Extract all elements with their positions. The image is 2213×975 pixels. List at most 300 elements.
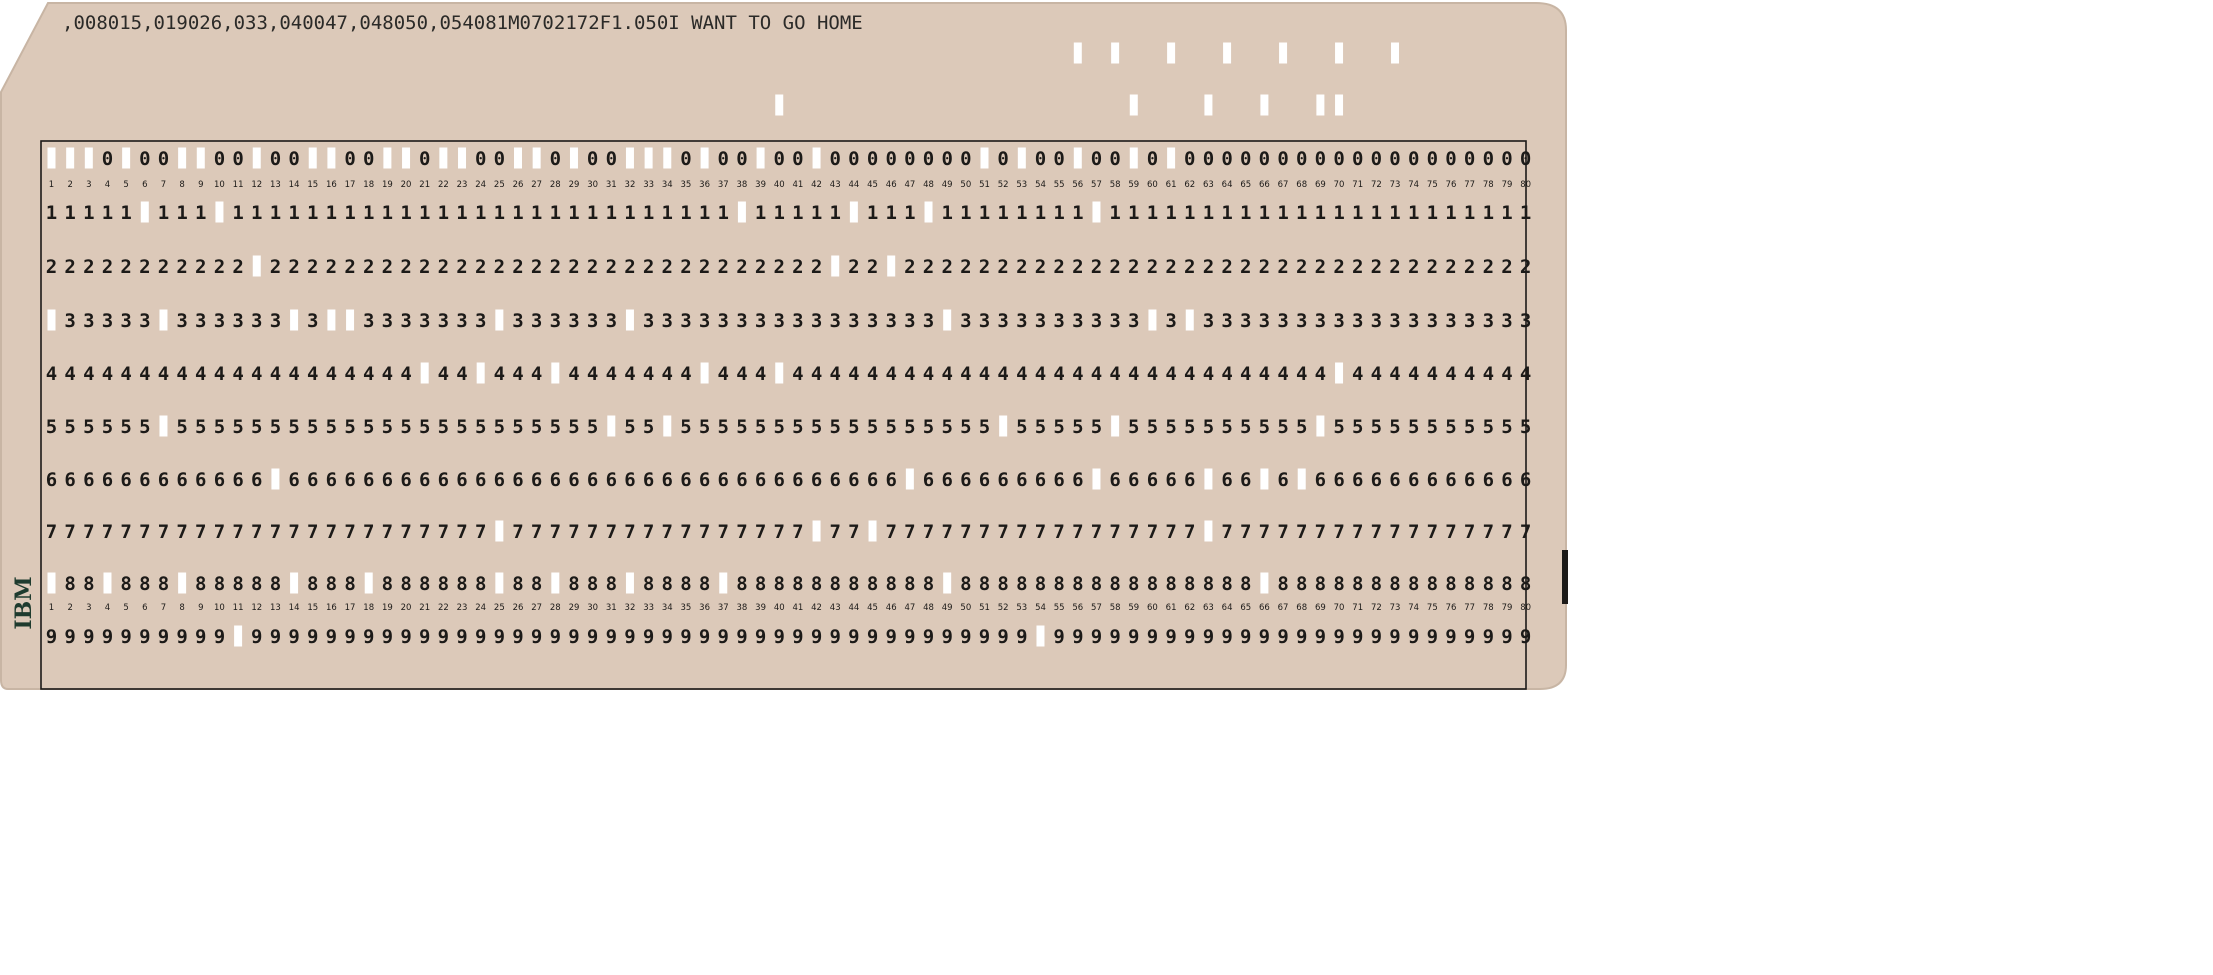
digit-3-col-71: 3 <box>1351 310 1364 332</box>
column-number-lower-17: 17 <box>344 603 356 613</box>
digit-1-col-13: 1 <box>269 202 282 224</box>
column-number-lower-33: 33 <box>643 603 655 613</box>
digit-2-col-79: 2 <box>1501 256 1513 278</box>
digit-8-col-71: 8 <box>1351 573 1364 595</box>
digit-7-col-5: 7 <box>120 521 132 543</box>
digit-4-col-49: 4 <box>941 363 953 385</box>
digit-7-col-67: 7 <box>1277 521 1289 543</box>
column-number-upper-16: 16 <box>325 180 337 190</box>
column-number-upper-27: 27 <box>531 180 543 190</box>
digit-3-col-26: 3 <box>512 310 524 332</box>
digit-0-col-14: 0 <box>288 148 300 170</box>
digit-2-col-26: 2 <box>512 256 524 278</box>
digit-6-col-32: 6 <box>624 469 636 491</box>
digit-1-col-32: 1 <box>624 202 636 224</box>
digit-9-col-27: 9 <box>530 626 543 648</box>
digit-6-col-48: 6 <box>922 469 935 491</box>
digit-2-col-32: 2 <box>624 256 636 278</box>
digit-7-col-14: 7 <box>288 521 300 543</box>
digit-1-col-16: 1 <box>325 202 338 224</box>
punch-hole-row0-col-12 <box>253 148 261 169</box>
digit-8-col-12: 8 <box>251 573 263 595</box>
digit-2-col-15: 2 <box>307 256 319 278</box>
column-number-lower-14: 14 <box>288 603 300 613</box>
digit-2-col-60: 2 <box>1146 256 1159 278</box>
digit-7-col-6: 7 <box>139 521 151 543</box>
digit-6-col-22: 6 <box>437 469 450 491</box>
column-number-lower-55: 55 <box>1053 603 1065 613</box>
digit-5-col-39: 5 <box>754 416 767 438</box>
digit-7-col-62: 7 <box>1184 521 1196 543</box>
punch-hole-row6-col-47 <box>906 469 914 490</box>
digit-5-col-22: 5 <box>437 416 450 438</box>
digit-8-col-74: 8 <box>1407 573 1420 595</box>
digit-8-col-27: 8 <box>530 573 543 595</box>
digit-5-col-64: 5 <box>1221 416 1233 438</box>
digit-2-col-50: 2 <box>960 256 972 278</box>
digit-4-col-5: 4 <box>120 363 132 385</box>
column-number-lower-61: 61 <box>1165 603 1177 613</box>
punch-hole-row0-col-26 <box>514 148 522 169</box>
column-number-upper-12: 12 <box>251 180 263 190</box>
punch-hole-row8-col-1 <box>48 573 56 594</box>
column-number-lower-32: 32 <box>624 603 636 613</box>
digit-1-col-1: 1 <box>45 202 58 224</box>
digit-5-col-60: 5 <box>1146 416 1159 438</box>
digit-6-col-55: 6 <box>1053 469 1065 491</box>
column-number-lower-53: 53 <box>1016 603 1028 613</box>
digit-4-col-20: 4 <box>400 363 412 385</box>
punch-hole-row8-col-14 <box>290 573 298 594</box>
digit-8-col-79: 8 <box>1501 573 1513 595</box>
column-number-lower-66: 66 <box>1258 603 1270 613</box>
digit-2-col-8: 2 <box>176 256 188 278</box>
digit-1-col-79: 1 <box>1501 202 1513 224</box>
digit-7-col-44: 7 <box>848 521 860 543</box>
punch-hole-row3-col-25 <box>495 310 503 331</box>
digit-1-col-3: 1 <box>83 202 95 224</box>
digit-3-col-64: 3 <box>1221 310 1233 332</box>
digit-4-col-71: 4 <box>1351 363 1364 385</box>
digit-4-col-54: 4 <box>1034 363 1047 385</box>
digit-7-col-79: 7 <box>1501 521 1513 543</box>
column-number-lower-13: 13 <box>270 603 281 613</box>
column-number-upper-4: 4 <box>104 180 111 190</box>
punch-hole-row8-col-49 <box>943 573 951 594</box>
punch-hole-row8-col-8 <box>178 573 186 594</box>
digit-2-col-35: 2 <box>680 256 692 278</box>
digit-9-col-16: 9 <box>325 626 338 648</box>
digit-7-col-50: 7 <box>960 521 972 543</box>
column-number-lower-79: 79 <box>1501 603 1513 613</box>
column-number-lower-41: 41 <box>792 603 804 613</box>
digit-8-col-6: 8 <box>139 573 151 595</box>
punch-hole-row6-col-57 <box>1092 469 1100 490</box>
digit-0-col-63: 0 <box>1202 148 1215 170</box>
digit-9-col-18: 9 <box>362 626 375 648</box>
digit-1-col-27: 1 <box>530 202 543 224</box>
digit-7-col-74: 7 <box>1407 521 1420 543</box>
digit-4-col-66: 4 <box>1258 363 1271 385</box>
punch-hole-row1-col-44 <box>850 202 858 223</box>
digit-3-col-68: 3 <box>1295 310 1308 332</box>
digit-3-col-40: 3 <box>773 310 785 332</box>
digit-9-col-37: 9 <box>717 626 729 648</box>
digit-0-col-43: 0 <box>829 148 841 170</box>
digit-5-col-25: 5 <box>493 416 506 438</box>
digit-7-col-15: 7 <box>307 521 319 543</box>
punch-hole-row0-col-56 <box>1074 148 1082 169</box>
digit-6-col-5: 6 <box>120 469 132 491</box>
column-number-upper-25: 25 <box>493 180 505 190</box>
digit-2-col-27: 2 <box>530 256 543 278</box>
digit-6-col-45: 6 <box>866 469 879 491</box>
digit-2-col-58: 2 <box>1109 256 1121 278</box>
punch-hole-row6-col-63 <box>1204 469 1212 490</box>
digit-2-col-40: 2 <box>773 256 785 278</box>
punch-hole-row7-col-25 <box>495 521 503 542</box>
digit-1-col-21: 1 <box>418 202 431 224</box>
digit-0-col-64: 0 <box>1221 148 1233 170</box>
digit-6-col-10: 6 <box>213 469 226 491</box>
punch-hole-row6-col-66 <box>1260 469 1268 490</box>
digit-7-col-78: 7 <box>1482 521 1495 543</box>
digit-2-col-2: 2 <box>64 256 76 278</box>
digit-0-col-50: 0 <box>960 148 972 170</box>
digit-1-col-42: 1 <box>810 202 823 224</box>
digit-3-col-51: 3 <box>978 310 991 332</box>
column-number-upper-10: 10 <box>214 180 225 190</box>
digit-4-col-80: 4 <box>1519 363 1532 385</box>
digit-9-col-50: 9 <box>960 626 972 648</box>
digit-5-col-49: 5 <box>941 416 953 438</box>
digit-7-col-71: 7 <box>1351 521 1364 543</box>
digit-9-col-75: 9 <box>1426 626 1439 648</box>
column-number-upper-75: 75 <box>1426 180 1438 190</box>
digit-3-col-31: 3 <box>605 310 618 332</box>
digit-2-col-14: 2 <box>288 256 300 278</box>
column-number-upper-41: 41 <box>792 180 804 190</box>
column-number-upper-19: 19 <box>381 180 393 190</box>
digit-8-col-62: 8 <box>1184 573 1196 595</box>
digit-2-col-16: 2 <box>325 256 338 278</box>
digit-6-col-34: 6 <box>661 469 674 491</box>
digit-2-col-21: 2 <box>418 256 431 278</box>
digit-5-col-9: 5 <box>195 416 207 438</box>
punch-hole-row3-col-49 <box>943 310 951 331</box>
digit-1-col-47: 1 <box>904 202 916 224</box>
column-number-lower-3: 3 <box>86 603 92 613</box>
digit-8-col-39: 8 <box>754 573 767 595</box>
digit-3-col-3: 3 <box>83 310 95 332</box>
punch-hole-row1-col-38 <box>738 202 746 223</box>
column-number-upper-34: 34 <box>661 180 673 190</box>
digit-0-col-4: 0 <box>101 148 114 170</box>
digit-5-col-33: 5 <box>642 416 655 438</box>
digit-9-col-45: 9 <box>866 626 879 648</box>
digit-3-col-67: 3 <box>1277 310 1289 332</box>
digit-0-col-52: 0 <box>997 148 1009 170</box>
digit-5-col-17: 5 <box>344 416 356 438</box>
digit-5-col-14: 5 <box>288 416 300 438</box>
column-number-lower-25: 25 <box>493 603 505 613</box>
digit-9-col-10: 9 <box>213 626 226 648</box>
digit-8-col-51: 8 <box>978 573 991 595</box>
digit-0-col-54: 0 <box>1034 148 1047 170</box>
digit-9-col-31: 9 <box>605 626 618 648</box>
column-number-upper-7: 7 <box>160 180 167 190</box>
digit-7-col-7: 7 <box>157 521 170 543</box>
digit-9-col-67: 9 <box>1277 626 1289 648</box>
digit-6-col-50: 6 <box>960 469 972 491</box>
digit-0-col-75: 0 <box>1426 148 1439 170</box>
punch-hole-row0-col-32 <box>626 148 634 169</box>
punch-hole-row3-col-17 <box>346 310 354 331</box>
digit-4-col-26: 4 <box>512 363 524 385</box>
punch-hole-row11-col-66 <box>1260 95 1268 116</box>
digit-2-col-36: 2 <box>698 256 711 278</box>
digit-5-col-54: 5 <box>1034 416 1047 438</box>
digit-1-col-58: 1 <box>1109 202 1121 224</box>
digit-9-col-69: 9 <box>1314 626 1327 648</box>
digit-3-col-19: 3 <box>381 310 394 332</box>
digit-3-col-59: 3 <box>1128 310 1140 332</box>
digit-3-col-38: 3 <box>736 310 748 332</box>
digit-5-col-61: 5 <box>1165 416 1177 438</box>
digit-3-col-80: 3 <box>1519 310 1532 332</box>
digit-9-col-49: 9 <box>941 626 953 648</box>
punch-hole-row5-col-34 <box>663 416 671 437</box>
digit-4-col-51: 4 <box>978 363 991 385</box>
digit-3-col-70: 3 <box>1333 310 1345 332</box>
digit-6-col-75: 6 <box>1426 469 1439 491</box>
digit-3-col-69: 3 <box>1314 310 1327 332</box>
column-number-lower-40: 40 <box>773 603 785 613</box>
digit-4-col-14: 4 <box>288 363 300 385</box>
digit-3-col-73: 3 <box>1389 310 1401 332</box>
digit-5-col-36: 5 <box>698 416 711 438</box>
punch-hole-row3-col-60 <box>1148 310 1156 331</box>
digit-4-col-31: 4 <box>605 363 618 385</box>
digit-4-col-13: 4 <box>269 363 282 385</box>
digit-4-col-55: 4 <box>1053 363 1065 385</box>
digit-5-col-53: 5 <box>1016 416 1028 438</box>
column-number-upper-40: 40 <box>773 180 785 190</box>
digit-3-col-9: 3 <box>195 310 207 332</box>
digit-8-col-67: 8 <box>1277 573 1289 595</box>
column-number-lower-38: 38 <box>736 603 748 613</box>
digit-7-col-9: 7 <box>195 521 207 543</box>
digit-6-col-43: 6 <box>829 469 841 491</box>
punch-hole-row3-col-1 <box>48 310 56 331</box>
digit-4-col-17: 4 <box>344 363 356 385</box>
digit-0-col-58: 0 <box>1109 148 1121 170</box>
digit-8-col-17: 8 <box>344 573 356 595</box>
digit-5-col-67: 5 <box>1277 416 1289 438</box>
digit-9-col-8: 9 <box>176 626 188 648</box>
digit-6-col-8: 6 <box>176 469 188 491</box>
digit-4-col-53: 4 <box>1016 363 1028 385</box>
column-number-upper-68: 68 <box>1296 180 1308 190</box>
column-number-lower-50: 50 <box>960 603 972 613</box>
column-number-lower-68: 68 <box>1296 603 1308 613</box>
digit-9-col-43: 9 <box>829 626 841 648</box>
digit-9-col-24: 9 <box>474 626 487 648</box>
digit-2-col-41: 2 <box>792 256 804 278</box>
column-number-upper-63: 63 <box>1203 180 1214 190</box>
digit-1-col-29: 1 <box>568 202 580 224</box>
digit-9-col-22: 9 <box>437 626 450 648</box>
column-number-upper-72: 72 <box>1370 180 1382 190</box>
digit-9-col-23: 9 <box>456 626 468 648</box>
digit-5-col-4: 5 <box>101 416 114 438</box>
punch-hole-row0-col-5 <box>122 148 130 169</box>
column-number-upper-54: 54 <box>1035 180 1046 190</box>
digit-3-col-74: 3 <box>1407 310 1420 332</box>
digit-6-col-78: 6 <box>1482 469 1495 491</box>
digit-0-col-65: 0 <box>1240 148 1252 170</box>
digit-3-col-10: 3 <box>213 310 226 332</box>
digit-8-col-61: 8 <box>1165 573 1177 595</box>
digit-3-col-27: 3 <box>530 310 543 332</box>
digit-5-col-41: 5 <box>792 416 804 438</box>
digit-9-col-61: 9 <box>1165 626 1177 648</box>
digit-9-col-68: 9 <box>1295 626 1308 648</box>
digit-0-col-21: 0 <box>418 148 431 170</box>
column-number-upper-70: 70 <box>1333 180 1345 190</box>
digit-4-col-1: 4 <box>45 363 58 385</box>
digit-4-col-43: 4 <box>829 363 841 385</box>
digit-1-col-11: 1 <box>232 202 244 224</box>
column-number-upper-20: 20 <box>400 180 412 190</box>
digit-0-col-44: 0 <box>848 148 860 170</box>
digit-1-col-49: 1 <box>941 202 953 224</box>
digit-0-col-24: 0 <box>474 148 487 170</box>
digit-2-col-24: 2 <box>474 256 487 278</box>
digit-3-col-35: 3 <box>680 310 692 332</box>
digit-2-col-75: 2 <box>1426 256 1439 278</box>
digit-6-col-9: 6 <box>195 469 207 491</box>
digit-9-col-17: 9 <box>344 626 356 648</box>
column-number-upper-18: 18 <box>363 180 375 190</box>
digit-6-col-33: 6 <box>642 469 655 491</box>
digit-0-col-28: 0 <box>549 148 562 170</box>
digit-1-col-30: 1 <box>586 202 599 224</box>
digit-2-col-49: 2 <box>941 256 953 278</box>
digit-4-col-68: 4 <box>1295 363 1308 385</box>
digit-6-col-37: 6 <box>717 469 729 491</box>
digit-4-col-77: 4 <box>1463 363 1476 385</box>
digit-5-col-65: 5 <box>1240 416 1252 438</box>
digit-5-col-45: 5 <box>866 416 879 438</box>
digit-4-col-45: 4 <box>866 363 879 385</box>
digit-6-col-56: 6 <box>1072 469 1084 491</box>
punch-hole-row8-col-28 <box>551 573 559 594</box>
digit-0-col-60: 0 <box>1146 148 1159 170</box>
digit-9-col-71: 9 <box>1351 626 1364 648</box>
digit-1-col-68: 1 <box>1295 202 1308 224</box>
digit-5-col-59: 5 <box>1128 416 1140 438</box>
digit-3-col-63: 3 <box>1202 310 1215 332</box>
digit-5-col-80: 5 <box>1519 416 1532 438</box>
digit-6-col-28: 6 <box>549 469 562 491</box>
column-number-lower-22: 22 <box>437 603 449 613</box>
column-number-upper-39: 39 <box>755 180 766 190</box>
punch-hole-row3-col-14 <box>290 310 298 331</box>
digit-7-col-66: 7 <box>1258 521 1271 543</box>
digit-3-col-50: 3 <box>960 310 972 332</box>
column-number-upper-35: 35 <box>680 180 692 190</box>
digit-2-col-38: 2 <box>736 256 748 278</box>
digit-3-col-30: 3 <box>586 310 599 332</box>
punch-hole-row0-col-2 <box>66 148 74 169</box>
digit-2-col-9: 2 <box>195 256 207 278</box>
column-number-upper-49: 49 <box>941 180 953 190</box>
digit-5-col-48: 5 <box>922 416 935 438</box>
digit-9-col-80: 9 <box>1519 626 1532 648</box>
digit-9-col-28: 9 <box>549 626 562 648</box>
digit-2-col-53: 2 <box>1016 256 1028 278</box>
column-number-upper-53: 53 <box>1016 180 1028 190</box>
digit-1-col-70: 1 <box>1333 202 1345 224</box>
column-number-lower-23: 23 <box>456 603 468 613</box>
digit-3-col-2: 3 <box>64 310 76 332</box>
digit-0-col-76: 0 <box>1445 148 1457 170</box>
column-number-upper-52: 52 <box>997 180 1009 190</box>
digit-2-col-70: 2 <box>1333 256 1345 278</box>
digit-6-col-71: 6 <box>1351 469 1364 491</box>
digit-1-col-41: 1 <box>792 202 804 224</box>
digit-6-col-15: 6 <box>307 469 319 491</box>
digit-6-col-77: 6 <box>1463 469 1476 491</box>
digit-9-col-29: 9 <box>568 626 580 648</box>
digit-0-col-13: 0 <box>269 148 282 170</box>
digit-3-col-12: 3 <box>251 310 263 332</box>
digit-6-col-14: 6 <box>288 469 300 491</box>
digit-8-col-19: 8 <box>381 573 394 595</box>
punch-hole-row5-col-69 <box>1316 416 1324 437</box>
digit-7-col-48: 7 <box>922 521 935 543</box>
digit-8-col-56: 8 <box>1072 573 1084 595</box>
column-number-upper-44: 44 <box>848 180 860 190</box>
digit-9-col-13: 9 <box>269 626 282 648</box>
digit-8-col-7: 8 <box>157 573 170 595</box>
digit-5-col-23: 5 <box>456 416 468 438</box>
digit-7-col-54: 7 <box>1034 521 1047 543</box>
ibm-logo: IBM <box>11 576 37 630</box>
digit-8-col-34: 8 <box>661 573 674 595</box>
punch-hole-row5-col-52 <box>999 416 1007 437</box>
digit-4-col-16: 4 <box>325 363 338 385</box>
digit-5-col-10: 5 <box>213 416 226 438</box>
column-number-upper-48: 48 <box>923 180 934 190</box>
column-number-upper-23: 23 <box>456 180 468 190</box>
digit-8-col-20: 8 <box>400 573 412 595</box>
digit-9-col-19: 9 <box>381 626 394 648</box>
column-number-upper-45: 45 <box>867 180 878 190</box>
column-number-lower-31: 31 <box>605 603 617 613</box>
digit-1-col-69: 1 <box>1314 202 1327 224</box>
column-number-upper-43: 43 <box>829 180 841 190</box>
digit-2-col-54: 2 <box>1034 256 1047 278</box>
digit-6-col-31: 6 <box>605 469 618 491</box>
digit-3-col-57: 3 <box>1090 310 1103 332</box>
digit-9-col-60: 9 <box>1146 626 1159 648</box>
digit-7-col-16: 7 <box>325 521 338 543</box>
digit-0-col-48: 0 <box>922 148 935 170</box>
digit-8-col-76: 8 <box>1445 573 1457 595</box>
digit-1-col-31: 1 <box>605 202 618 224</box>
